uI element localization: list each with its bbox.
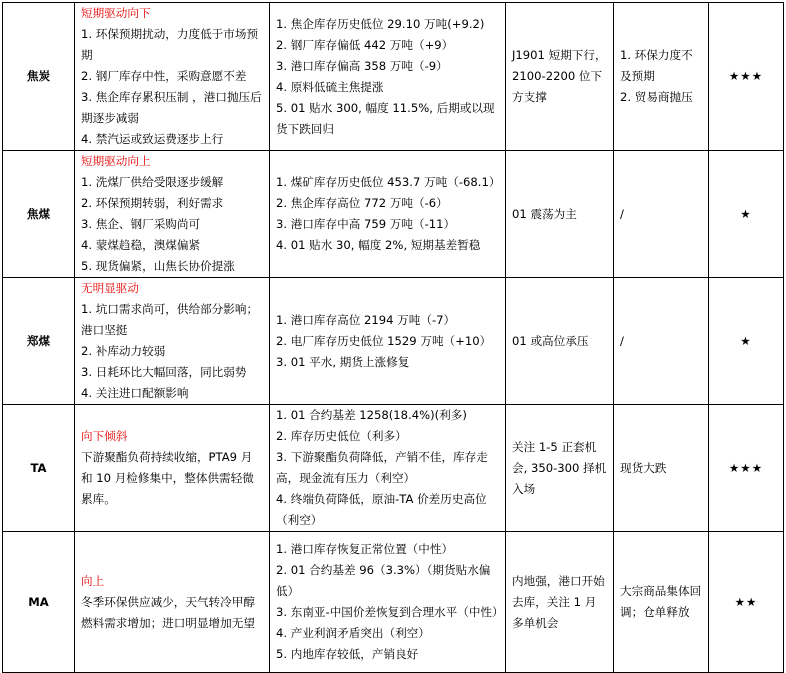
- commodity-name: MA: [3, 532, 75, 673]
- table-row: [3, 278, 784, 405]
- view-cell: J1901 短期下行，2100-2200 位下方支撑: [506, 3, 614, 151]
- table-row: [3, 151, 784, 278]
- data-line: 1. 港口库存恢复正常位置（中性）: [276, 542, 454, 556]
- data-line: 3. 港口库存偏高 358 万吨（-9）: [276, 58, 448, 73]
- rating-stars: ★: [709, 278, 784, 405]
- data-line: 2. 库存历史低位（利多）: [276, 429, 407, 443]
- driver-line: 3. 焦企、钢厂采购尚可: [81, 217, 201, 231]
- table-row: [3, 532, 784, 673]
- data-line: 5. 01 贴水 300, 幅度 11.5%, 后期或以现货下跌回归: [276, 100, 495, 136]
- commodity-name: 焦炭: [3, 3, 75, 151]
- table-row: [3, 3, 784, 151]
- driver-heading: 向下倾斜: [81, 429, 128, 443]
- driver-line: 2. 环保预期转弱，利好需求: [81, 196, 224, 210]
- data-line: 1. 01 合约基差 1258(18.4%)(利多): [276, 408, 467, 422]
- commodity-name: TA: [3, 405, 75, 532]
- view-cell: 01 或高位承压: [506, 278, 614, 405]
- data-line: 3. 下游聚酯负荷降低，产销不佳，库存走高，现金流有压力（利空）: [276, 450, 488, 485]
- driver-cell: [75, 3, 270, 151]
- data-line: 4. 终端负荷降低，原油-TA 价差历史高位（利空）: [276, 492, 487, 527]
- data-line: 3. 01 平水, 期货上涨修复: [276, 354, 410, 369]
- risk-cell: /: [614, 278, 709, 405]
- data-line: 2. 01 合约基差 96（3.3%）（期货贴水偏低）: [276, 563, 491, 598]
- data-cell: [270, 151, 506, 278]
- rating-stars: ★: [709, 151, 784, 278]
- driver-cell: [75, 151, 270, 278]
- data-line: 3. 港口库存中高 759 万吨（-11）: [276, 217, 456, 231]
- rating-stars: ★★★: [709, 405, 784, 532]
- data-cell: [270, 532, 506, 673]
- commodity-name: 郑煤: [3, 278, 75, 405]
- driver-heading: 向上: [81, 573, 105, 588]
- driver-heading: 短期驱动向下: [81, 6, 151, 20]
- data-line: 2. 焦企库存高位 772 万吨（-6）: [276, 196, 448, 210]
- rating-stars: ★★★: [709, 3, 784, 151]
- data-line: 3. 东南亚-中国价差恢复到合理水平（中性）: [276, 605, 504, 619]
- driver-line: 2. 钢厂库存中性，采购意愿不差: [81, 69, 247, 83]
- driver-heading: 无明显驱动: [81, 281, 139, 295]
- data-line: 2. 钢厂库存偏低 442 万吨（+9）: [276, 37, 454, 52]
- view-cell: 01 震荡为主: [506, 151, 614, 278]
- driver-line: 5. 现货偏紧，山焦长协价提涨: [81, 259, 235, 273]
- data-line: 5. 内地库存较低，产销良好: [276, 647, 419, 661]
- risk-cell: 大宗商品集体回调；仓单释放: [614, 532, 709, 673]
- data-cell: [270, 278, 506, 405]
- risk-cell: 1. 环保力度不及预期 2. 贸易商抛压: [614, 3, 709, 151]
- data-line: 1. 港口库存高位 2194 万吨（-7）: [276, 312, 456, 327]
- data-cell: [270, 405, 506, 532]
- driver-line: 4. 蒙煤趋稳，澳煤偏紧: [81, 238, 201, 252]
- data-line: 4. 01 贴水 30, 幅度 2%, 短期基差暂稳: [276, 238, 481, 252]
- data-line: 4. 原料低硫主焦提涨: [276, 79, 384, 94]
- data-line: 1. 煤矿库存历史低位 453.7 万吨（-68.1）: [276, 175, 501, 189]
- view-cell: 内地强，港口开始去库，关注 1 月多单机会: [506, 532, 614, 673]
- data-line: 2. 电厂库存历史低位 1529 万吨（+10）: [276, 333, 492, 348]
- driver-cell: [75, 278, 270, 405]
- driver-heading: 短期驱动向上: [81, 154, 151, 168]
- driver-line: 1. 洗煤厂供给受限逐步缓解: [81, 175, 224, 189]
- data-cell: [270, 3, 506, 151]
- data-line: 1. 焦企库存历史低位 29.10 万吨(+9.2): [276, 16, 485, 31]
- commodity-analysis-table: [2, 2, 784, 673]
- driver-cell: [75, 532, 270, 673]
- driver-line: 1. 坑口需求尚可，供给部分影响；港口坚挺: [81, 302, 259, 337]
- data-line: 4. 产业利润矛盾突出（利空）: [276, 626, 430, 640]
- driver-line: 2. 补库动力较弱: [81, 344, 166, 358]
- rating-stars: ★★: [709, 532, 784, 673]
- driver-line: 4. 关注进口配额影响: [81, 386, 189, 400]
- risk-cell: 现货大跌: [614, 405, 709, 532]
- driver-line: 冬季环保供应减少，天气转冷甲醇燃料需求增加；进口明显增加无望: [81, 594, 255, 630]
- driver-cell: [75, 405, 270, 532]
- driver-line: 3. 焦企库存累积压制 ，港口抛压后期逐步减弱: [81, 90, 262, 125]
- driver-line: 4. 禁汽运或致运费逐步上行: [81, 132, 224, 146]
- risk-cell: /: [614, 151, 709, 278]
- table-row: [3, 405, 784, 532]
- driver-line: 下游聚酯负荷持续收缩，PTA9 月和 10 月检修集中，整体供需轻微累库。: [81, 450, 254, 506]
- commodity-name: 焦煤: [3, 151, 75, 278]
- driver-line: 3. 日耗环比大幅回落，同比弱势: [81, 365, 247, 379]
- view-cell: 关注 1-5 正套机会, 350-300 择机入场: [506, 405, 614, 532]
- driver-line: 1. 环保预期扰动，力度低于市场预期: [81, 27, 259, 62]
